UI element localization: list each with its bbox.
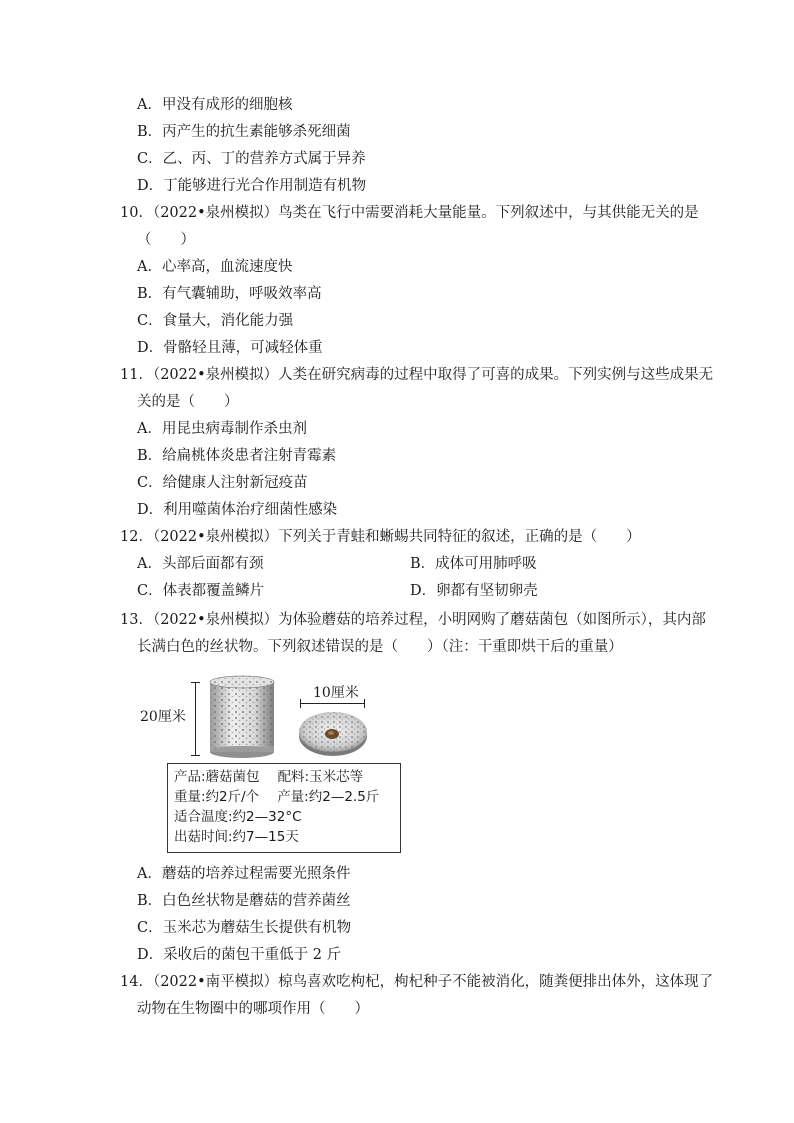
q10-stem: 10．（2022•泉州模拟）鸟类在飞行中需要消耗大量能量。下列叙述中，与其供能无关的是	[120, 205, 699, 221]
q10-stem-cont: （ ）	[137, 232, 195, 248]
width-dimension-tick-right	[364, 699, 365, 708]
height-label: 20厘米	[140, 709, 186, 725]
q10-option-d: D．骨骼轻且薄，可减轻体重	[137, 340, 323, 356]
q11-option-a: A．用昆虫病毒制作杀虫剂	[137, 421, 307, 437]
q13-option-b: B．白色丝状物是蘑菇的营养菌丝	[137, 893, 351, 909]
info-row-1	[174, 767, 394, 787]
q14-stem-cont: 动物在生物圈中的哪项作用（ ）	[137, 1001, 369, 1017]
q9-option-b: B．丙产生的抗生素能够杀死细菌	[137, 124, 351, 140]
width-dimension-line	[300, 703, 365, 704]
q11-option-d: D．利用噬菌体治疗细菌性感染	[137, 502, 338, 518]
height-dimension-line	[195, 682, 196, 756]
q12-option-c: C．体表都覆盖鳞片	[137, 583, 265, 599]
q12-option-a: A．头部后面都有颈	[137, 556, 264, 572]
mushroom-bag-top-view-image	[296, 710, 370, 758]
q11-stem-cont: 关的是（ ）	[137, 394, 239, 410]
q11-option-b: B．给扁桃体炎患者注射青霉素	[137, 448, 337, 464]
product-info-box	[167, 763, 401, 853]
q11-stem: 11．（2022•泉州模拟）人类在研究病毒的过程中取得了可喜的成果。下列实例与这些成果无	[120, 367, 714, 383]
q13-stem-cont: 长满白色的丝状物。下列叙述错误的是（ ）（注：干重即烘干后的重量）	[137, 639, 623, 655]
q12-stem: 12．（2022•泉州模拟）下列关于青蛙和蜥蜴共同特征的叙述，正确的是（ ）	[120, 529, 641, 545]
q13-stem: 13．（2022•泉州模拟）为体验蘑菇的培养过程，小明网购了蘑菇菌包（如图所示），其内部	[120, 612, 706, 628]
q10-option-c: C．食量大，消化能力强	[137, 313, 294, 329]
q10-option-b: B．有气囊辅助，呼吸效率高	[137, 286, 322, 302]
info-yield: 产量:约2—2.5斤	[277, 789, 380, 805]
info-ingredients: 配料:玉米芯等	[277, 769, 364, 785]
q14-stem: 14．（2022•南平模拟）椋鸟喜欢吃枸杞，枸杞种子不能被消化，随粪便排出体外，这体现了	[120, 974, 714, 990]
mushroom-kit-figure	[140, 670, 410, 860]
q12-option-d: D．卵都有坚韧卵壳	[410, 583, 538, 599]
q9-option-a: A．甲没有成形的细胞核	[137, 97, 293, 113]
info-fruiting-time: 出菇时间:约7—15天	[174, 829, 299, 845]
q9-option-c: C．乙、丙、丁的营养方式属于异养	[137, 151, 366, 167]
q9-option-d: D．丁能够进行光合作用制造有机物	[137, 178, 367, 194]
q10-option-a: A．心率高，血流速度快	[137, 259, 293, 275]
info-row-2	[174, 787, 394, 807]
width-dimension-tick-left	[300, 699, 301, 708]
info-product: 产品:蘑菇菌包	[174, 769, 260, 785]
info-temperature: 适合温度:约2—32°C	[174, 809, 302, 825]
q13-option-c: C．玉米芯为蘑菇生长提供有机物	[137, 920, 352, 936]
height-dimension-tick-bottom	[191, 755, 200, 756]
q12-option-b: B．成体可用肺呼吸	[410, 556, 537, 572]
mushroom-bag-image	[206, 674, 278, 760]
height-dimension-tick-top	[191, 682, 200, 683]
width-label: 10厘米	[313, 685, 359, 701]
q11-option-c: C．给健康人注射新冠疫苗	[137, 475, 308, 491]
q13-option-d: D．采收后的菌包干重低于 2 斤	[137, 947, 342, 963]
q13-option-a: A．蘑菇的培养过程需要光照条件	[137, 866, 351, 882]
info-weight: 重量:约2斤/个	[174, 789, 260, 805]
